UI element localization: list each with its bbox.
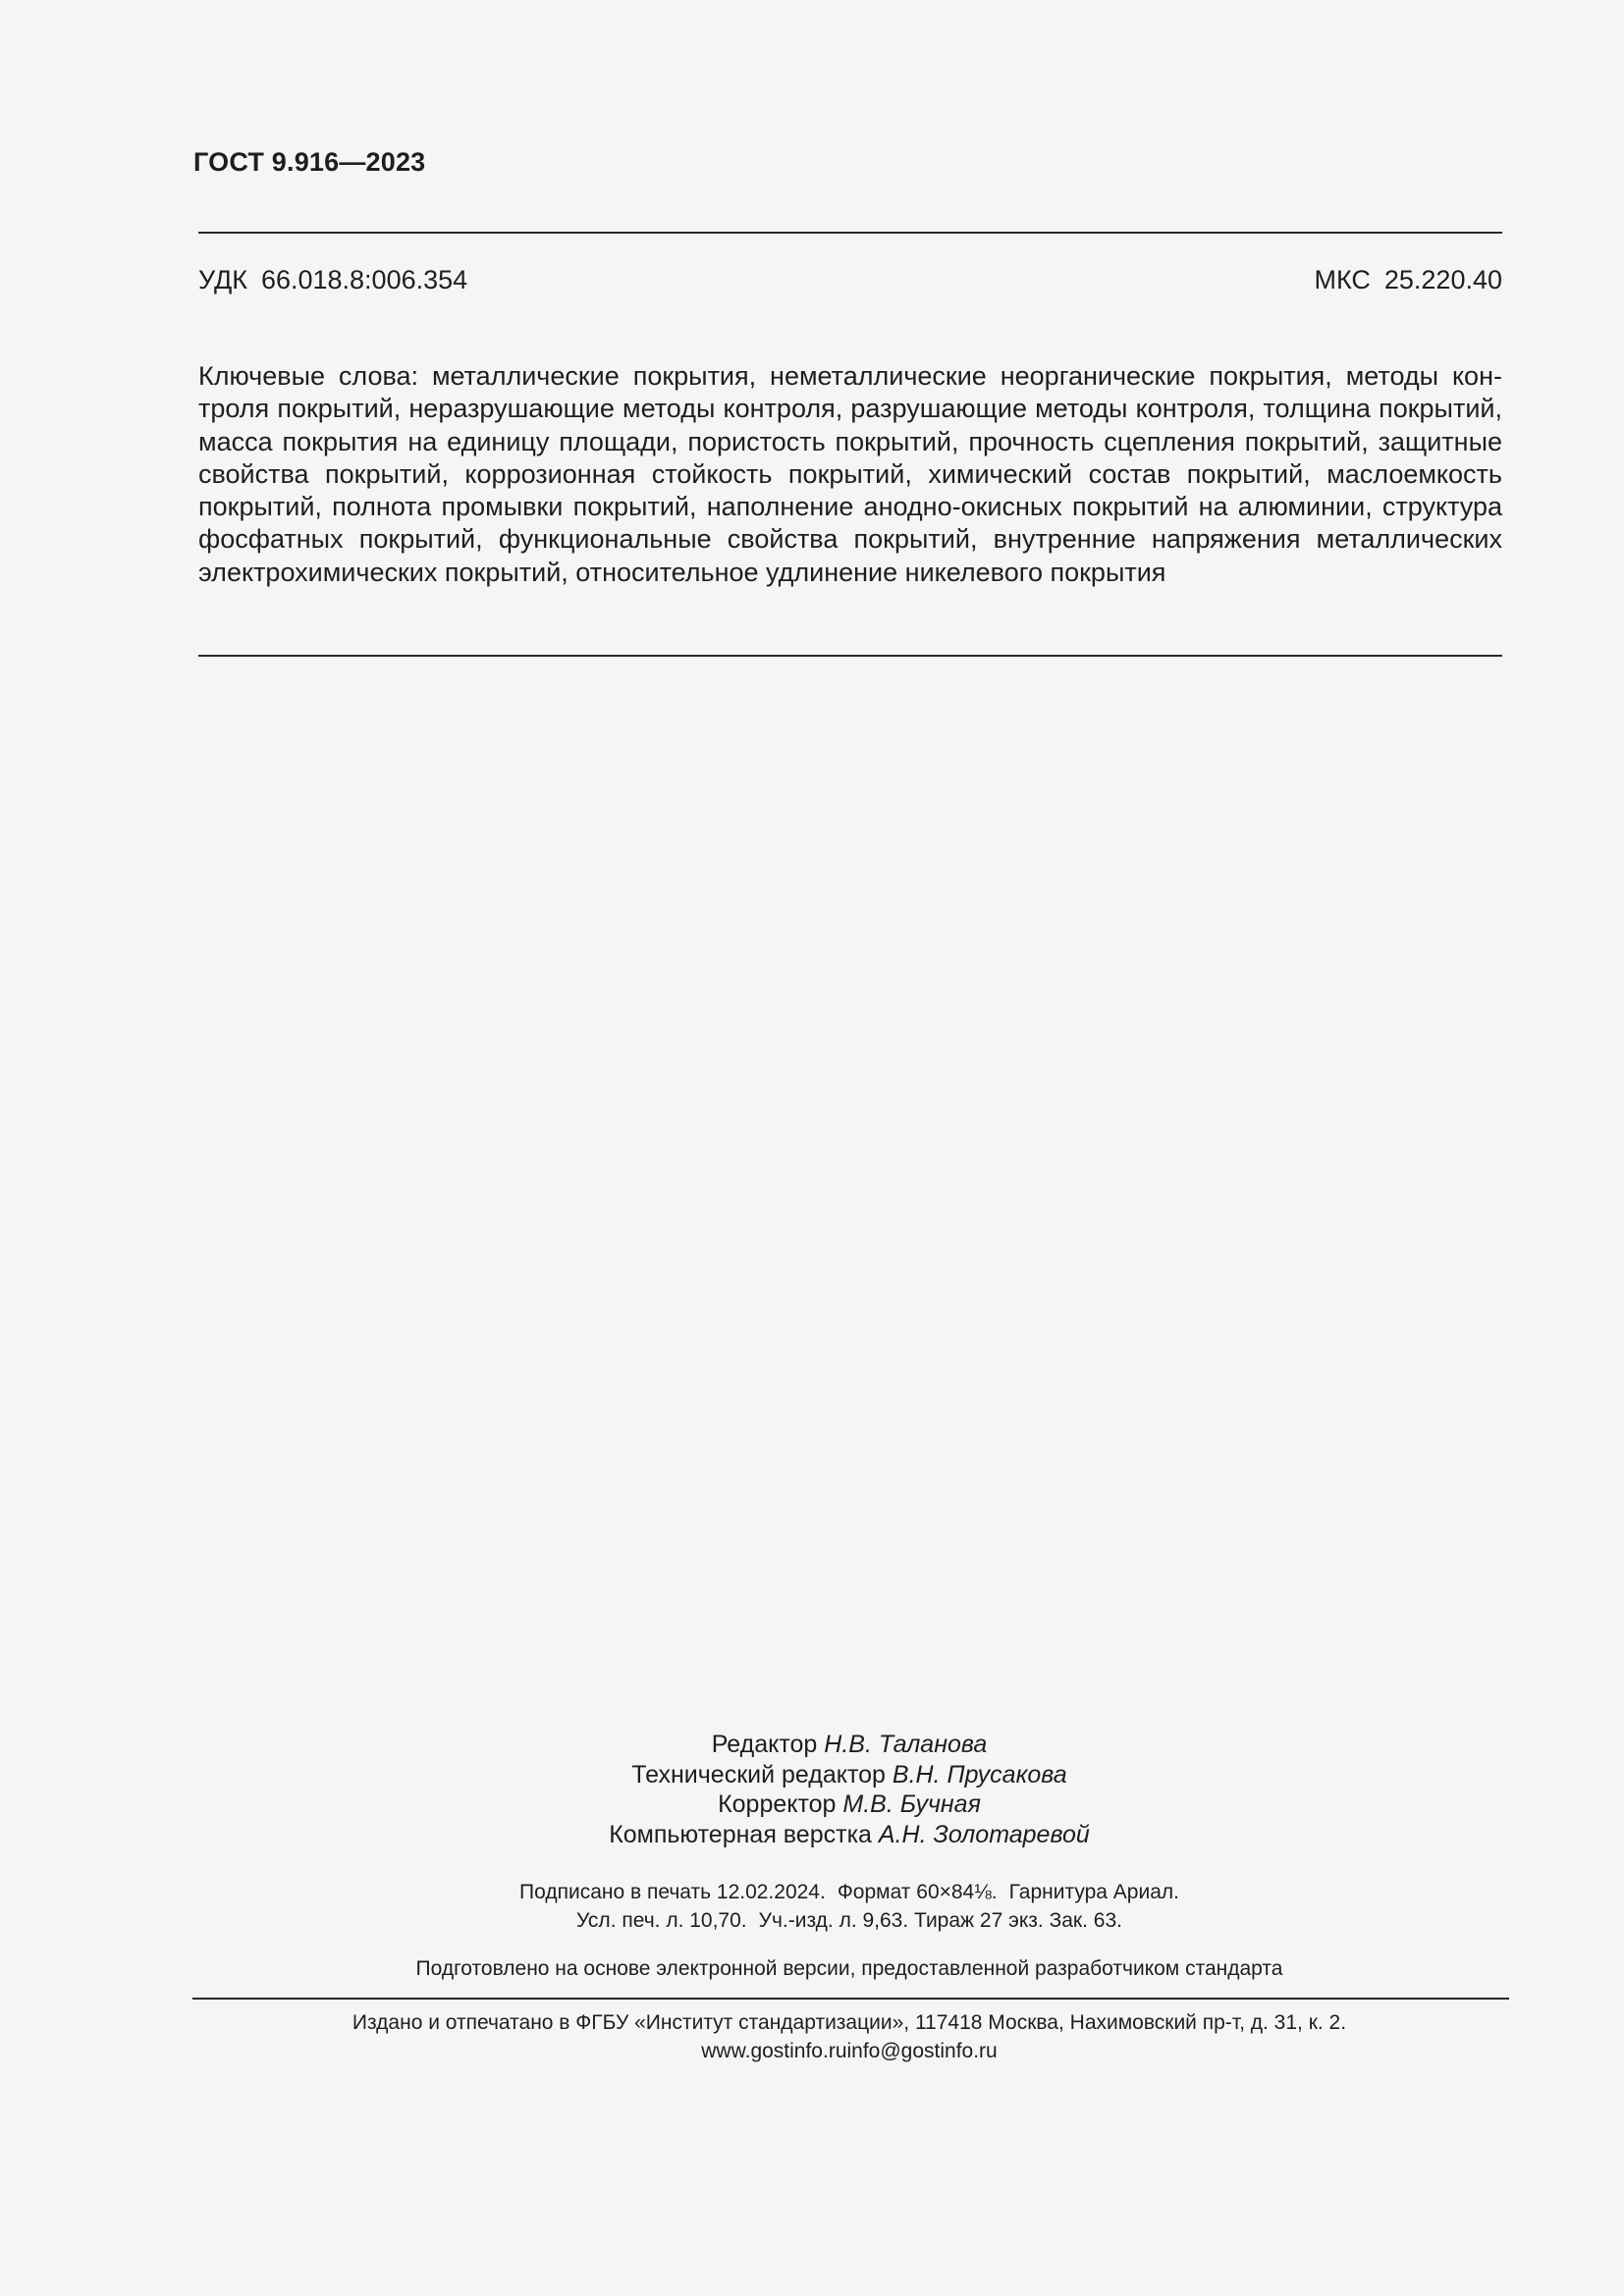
prepared-note: Подготовлено на основе электронной версии, предоставленной разработчиком стандарта	[415, 1957, 1283, 1980]
divider-top	[198, 232, 1502, 234]
credits-block	[0, 1730, 1624, 1849]
divider-bottom	[192, 1998, 1509, 2000]
printed-sheets: Усл. печ. л. 10,70.	[576, 1909, 747, 1932]
credit-proofreader	[0, 1789, 1624, 1820]
credit-person: А.Н. Золотаревой	[878, 1820, 1090, 1848]
paper-format: Формат 60×84⅛.	[837, 1881, 998, 1903]
mks-value: 25.220.40	[1383, 265, 1502, 294]
credit-layout	[0, 1820, 1624, 1850]
mks-code	[1314, 265, 1502, 295]
publisher-email[interactable]: info@gostinfo.ru	[846, 2040, 998, 2062]
publisher-contacts	[0, 2037, 1624, 2065]
udk-label: УДК	[198, 265, 247, 294]
credit-editor	[0, 1730, 1624, 1760]
udk-code	[198, 265, 467, 295]
mks-label: МКС	[1314, 265, 1371, 294]
udk-value: 66.018.8:006.354	[260, 265, 468, 294]
credit-role: Корректор	[718, 1790, 837, 1818]
credit-person: М.В. Бучная	[842, 1790, 981, 1818]
print-info-line-2	[0, 1906, 1624, 1935]
print-info-line-1	[0, 1878, 1624, 1906]
credit-role: Редактор	[711, 1731, 818, 1758]
classification-codes	[198, 265, 1502, 295]
credit-role: Технический редактор	[631, 1760, 886, 1789]
document-code: ГОСТ 9.916—2023	[193, 147, 426, 177]
circulation: Тираж 27 экз.	[914, 1909, 1044, 1932]
typeface: Гарнитура Ариал.	[1008, 1881, 1179, 1903]
credit-person: В.Н. Прусакова	[892, 1760, 1067, 1789]
divider-middle	[198, 655, 1502, 657]
publisher-website[interactable]: www.gostinfo.ru	[701, 2040, 847, 2062]
credit-technical-editor	[0, 1760, 1624, 1790]
publisher-block	[0, 2008, 1624, 2065]
keywords-paragraph: Ключевые слова: металлические покрытия, неметаллические неорганические покрытия, методы контроля покрытий, неразрушающие методы контроля, разрушающие методы контроля, толщина покрытий, масса покрытия на единицу площади, пористость покрытий, прочность сцепления покрытий, защитные свойства покрытий, коррозионная стойкость покрытий, химический состав покрытий, маслоемкость покрытий, полнота промывки покрытий, наполнение анодно-окисных покрытий на алюминии, структура фосфатных покрытий, функциональные свойства покрытий, внутренние напряжения металлических электрохимических покрытий, относительное удлинение никелевого покрытия	[198, 361, 1502, 587]
credit-person: Н.В. Таланова	[824, 1731, 988, 1758]
signed-date: Подписано в печать 12.02.2024.	[519, 1881, 826, 1903]
print-info	[0, 1878, 1624, 1935]
credit-role: Компьютерная верстка	[609, 1820, 872, 1848]
publisher-address: Издано и отпечатано в ФГБУ «Институт стандартизации», 117418 Москва, Нахимовский пр-т, д. 31, к. 2.	[352, 2011, 1347, 2034]
order-number: Зак. 63.	[1049, 1909, 1122, 1932]
edit-sheets: Уч.-изд. л. 9,63.	[758, 1909, 909, 1932]
